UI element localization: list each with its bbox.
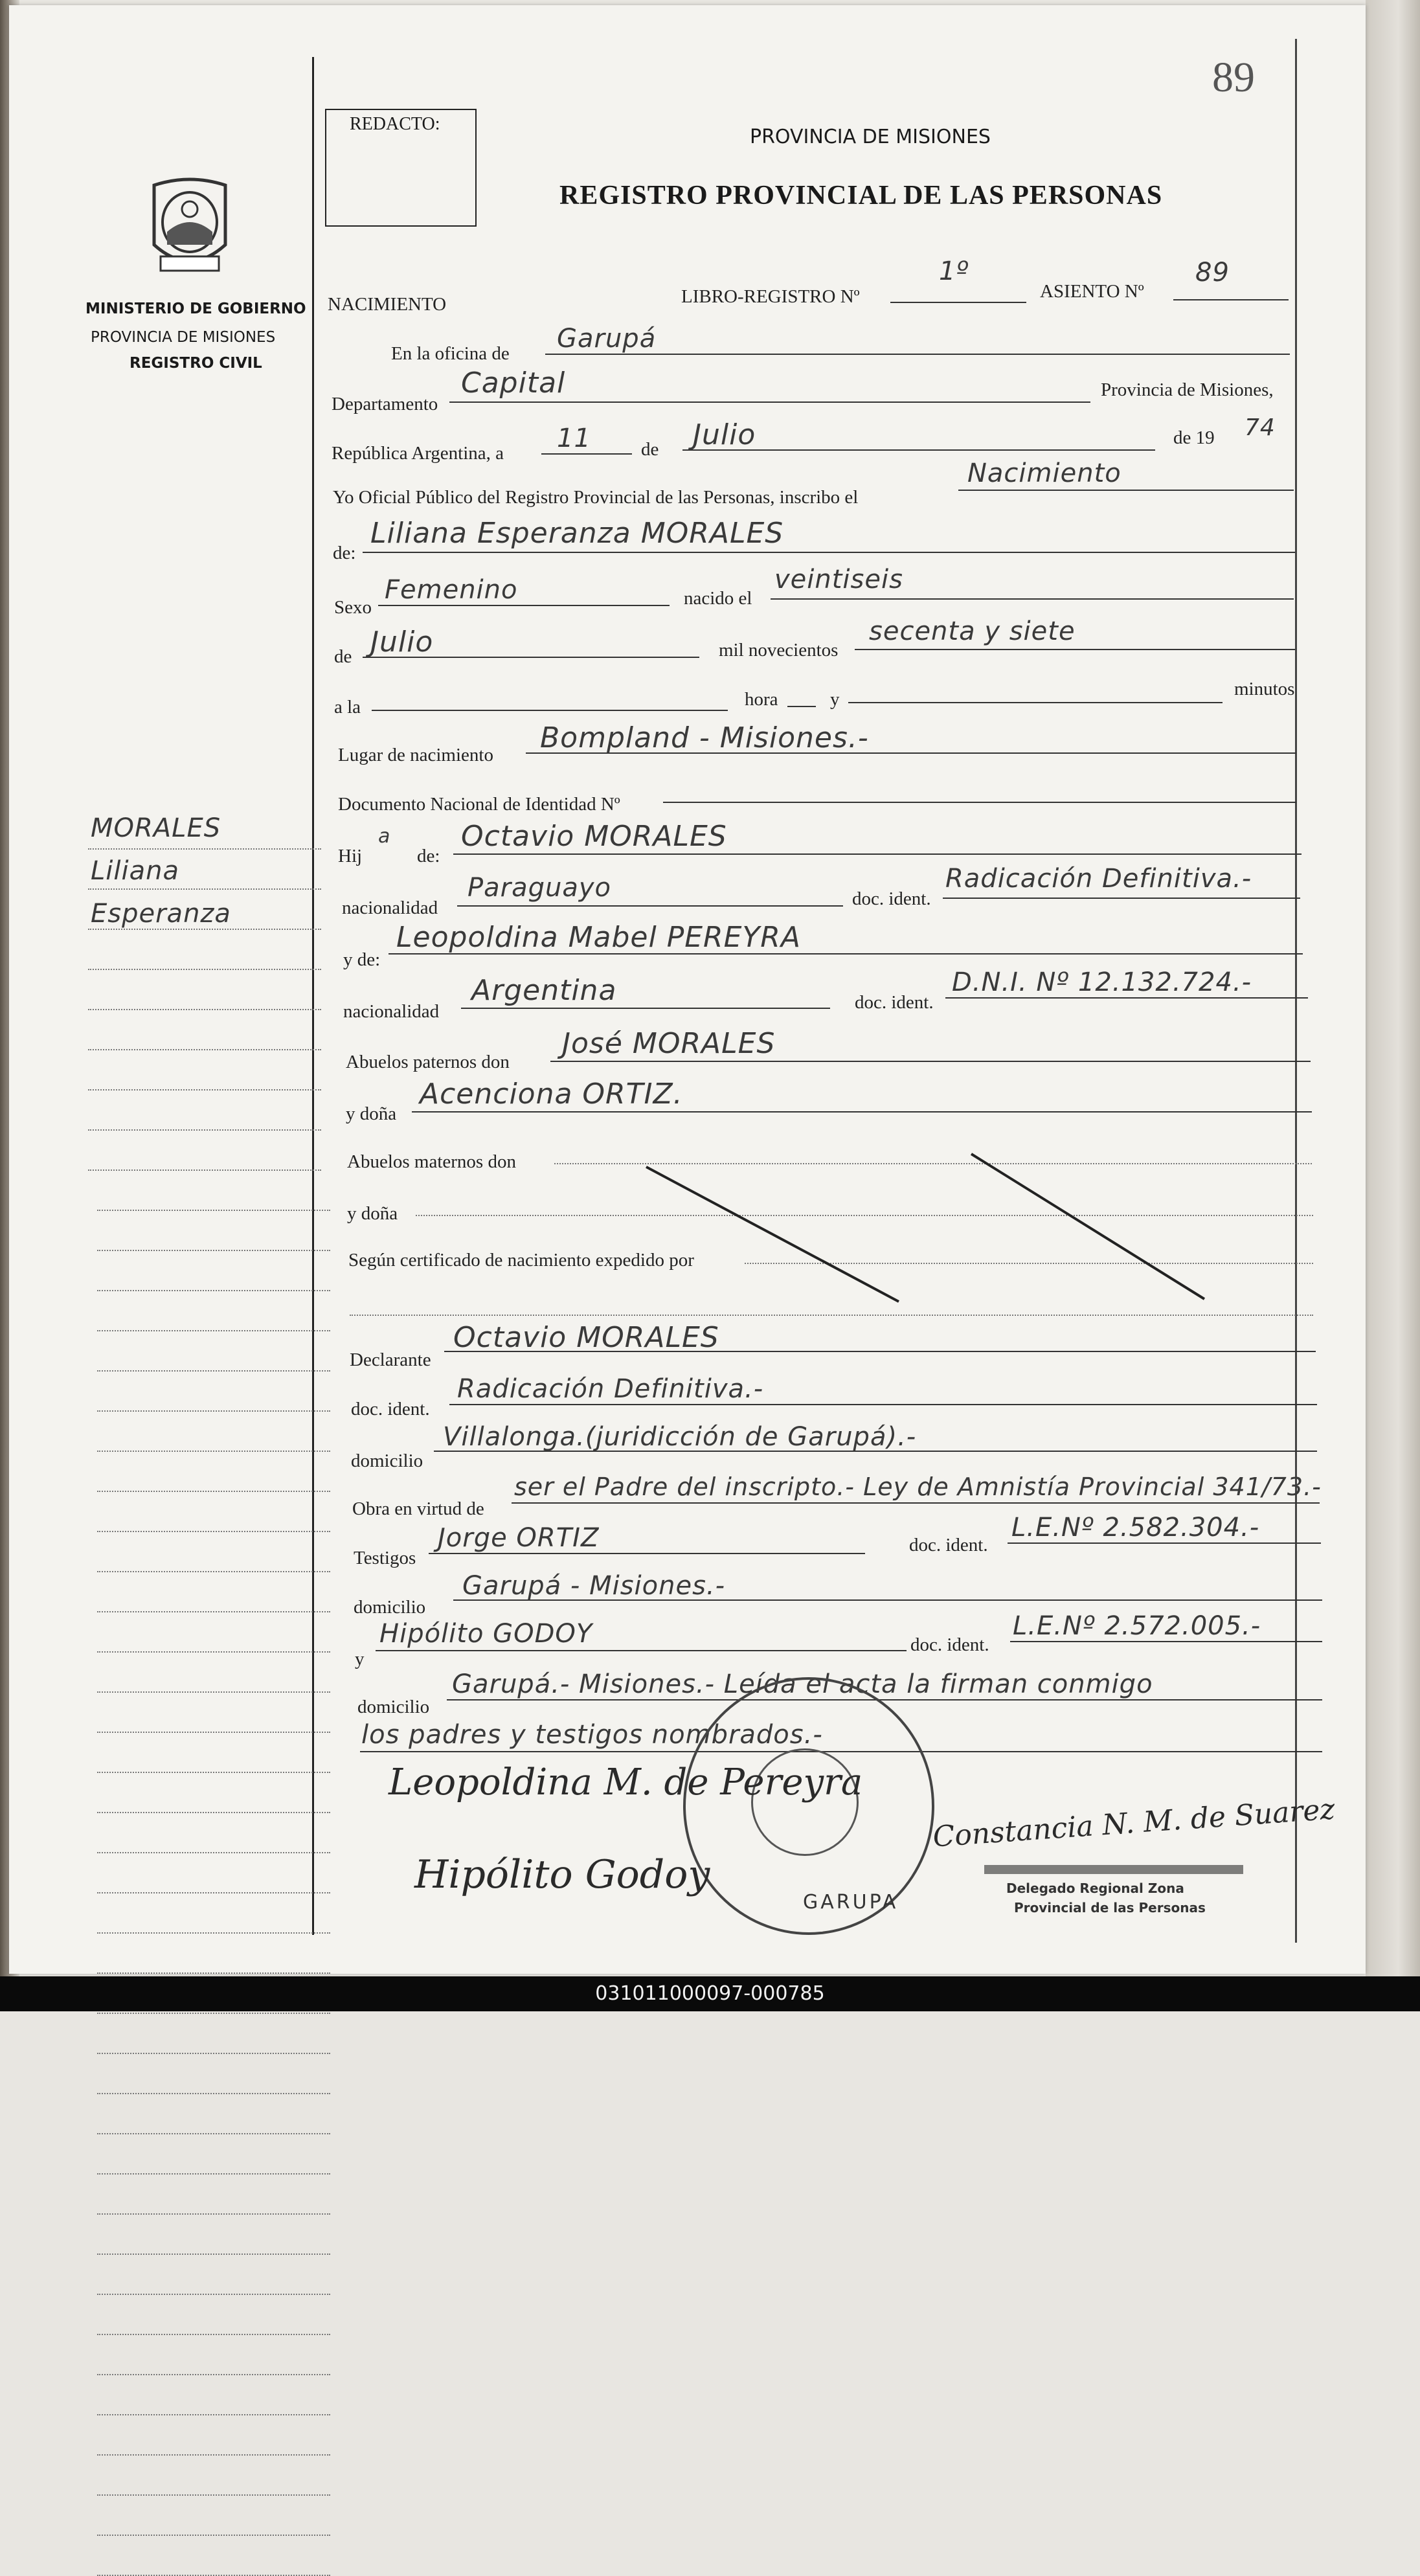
padre-nacionalidad-label: nacionalidad [342, 898, 438, 918]
testigo1-line [429, 1553, 865, 1554]
sexo-value: Femenino [385, 575, 518, 605]
margin-dotted-line [88, 1169, 321, 1171]
redacto-box [325, 109, 477, 227]
margin-dotted-line [97, 1210, 330, 1211]
hij-suffix: a [378, 825, 391, 848]
padre-value: Octavio MORALES [461, 820, 727, 853]
declarante-label: Declarante [350, 1350, 431, 1370]
mes-line [682, 449, 1155, 451]
margin-dotted-line [97, 2173, 330, 2175]
testigo1-value: Jorge ORTIZ [438, 1523, 600, 1553]
a-la-label: a la [334, 697, 361, 717]
margin-dotted-line [97, 1972, 330, 1974]
abuelos-maternos-label: Abuelos maternos don [347, 1151, 516, 1172]
testigo2-domicilio-value: Garupá.- Misiones.- Leída el acta la firman conmigo [452, 1669, 1153, 1699]
margin-dotted-line [97, 1651, 330, 1653]
date-de-label: de [641, 439, 659, 460]
margin-dotted-line [97, 2294, 330, 2295]
mes-nac-label: de [334, 646, 352, 667]
abuela-paterna-line [412, 1111, 1312, 1113]
anio-nac-line [855, 649, 1295, 650]
madre-nacionalidad-label: nacionalidad [343, 1001, 440, 1022]
margin-rule [312, 57, 314, 1935]
departamento-label: Departamento [332, 394, 438, 414]
minutos-label: minutos [1234, 679, 1295, 699]
margin-dotted-line [97, 1691, 330, 1693]
margin-dotted-line [88, 1049, 321, 1050]
padre-doc-value: Radicación Definitiva.- [945, 864, 1252, 894]
obra-value: ser el Padre del inscripto.- Ley de Amnistía Provincial 341/73.- [514, 1473, 1322, 1501]
header-province: PROVINCIA DE MISIONES [750, 126, 991, 148]
testigo1-domicilio-label: domicilio [354, 1597, 426, 1618]
seal-text: GARUPA [803, 1891, 899, 1914]
margin-dotted-line [97, 2254, 330, 2255]
testigo2-value: Hipólito GODOY [379, 1619, 593, 1649]
stamp-bar [984, 1865, 1243, 1874]
hora-label: hora [745, 689, 778, 710]
footer-id: 031011000097-000785 [0, 1976, 1420, 2011]
declarante-doc-label: doc. ident. [351, 1399, 430, 1419]
signature-2: Hipólito Godoy [414, 1852, 710, 1897]
margin-dotted-line [97, 2454, 330, 2456]
testigo2-domicilio-label: domicilio [357, 1697, 430, 1717]
padre-nacionalidad-line [457, 905, 843, 907]
redacto-label: REDACTO: [350, 114, 440, 134]
margin-dotted-line [97, 2535, 330, 2536]
page-title: REGISTRO PROVINCIAL DE LAS PERSONAS [559, 181, 1163, 210]
declarante-domicilio-label: domicilio [351, 1451, 423, 1471]
nombre-de-label: de: [333, 543, 356, 563]
sexo-label: Sexo [334, 597, 372, 618]
madre-nacionalidad-line [461, 1008, 830, 1009]
coat-of-arms-icon [141, 174, 238, 282]
inscribo-value: Nacimiento [967, 458, 1121, 488]
madre-doc-line [945, 997, 1308, 999]
padre-line [453, 853, 1302, 855]
margin-dotted-line [97, 1571, 330, 1572]
margin-surname: MORALES [91, 813, 221, 843]
nombre-value: Liliana Esperanza MORALES [370, 517, 784, 550]
record-type: NACIMIENTO [328, 294, 447, 315]
padre-doc-label: doc. ident. [852, 888, 931, 909]
nombre-line [363, 552, 1295, 553]
madre-label: y de: [343, 949, 381, 970]
margin-first-name: Liliana [91, 856, 179, 886]
page-number: 89 [1212, 54, 1255, 101]
declarante-doc-line [449, 1404, 1317, 1405]
mes-value: Julio [693, 418, 756, 451]
margin-dotted-line [97, 1812, 330, 1813]
testigo2-doc-line [1010, 1641, 1322, 1642]
asiento-label: ASIENTO Nº [1040, 281, 1144, 302]
hora-value-line [787, 706, 816, 707]
margin-dotted-line [97, 1892, 330, 1893]
margin-dotted-line [97, 2013, 330, 2014]
margin-dotted-line [97, 2494, 330, 2496]
hij-label: Hij [338, 846, 363, 866]
right-rule [1295, 39, 1297, 1943]
margin-dotted-line [97, 2334, 330, 2335]
testigo2-y-label: y [355, 1649, 365, 1669]
hora-line [372, 710, 728, 711]
margin-dotted-line [88, 888, 321, 890]
provincia-misiones-label: Provincia de Misiones, [1101, 379, 1274, 400]
declarante-value: Octavio MORALES [453, 1321, 719, 1354]
testigos-label: Testigos [354, 1548, 416, 1568]
nacido-el-label: nacido el [684, 588, 752, 609]
registry-label: REGISTRO CIVIL [130, 355, 262, 372]
departamento-line [449, 401, 1090, 403]
abuela-materna-label: y doña [347, 1203, 398, 1224]
segun-certificado-line-2 [350, 1315, 1313, 1316]
madre-doc-label: doc. ident. [855, 992, 934, 1013]
declarante-domicilio-line [434, 1451, 1317, 1452]
testigo2-line [376, 1650, 907, 1651]
margin-dotted-line [97, 1491, 330, 1492]
margin-dotted-line [97, 1772, 330, 1773]
abuelo-paterno-value: José MORALES [562, 1027, 776, 1060]
oficina-label: En la oficina de [391, 343, 510, 364]
nacido-el-value: veintiseis [774, 565, 903, 594]
anio-value: 74 [1245, 414, 1276, 441]
testigo2-doc-value: L.E.Nº 2.572.005.- [1013, 1611, 1261, 1641]
margin-dotted-line [88, 929, 321, 930]
cierre-value: los padres y testigos nombrados.- [361, 1720, 823, 1750]
testigo1-doc-line [1008, 1542, 1321, 1544]
nacido-el-line [771, 598, 1294, 600]
testigo2-domicilio-line [447, 1699, 1322, 1700]
signature-1: Leopoldina M. de Pereyra [389, 1761, 863, 1803]
y-label: y [830, 689, 840, 710]
asiento-line [1173, 299, 1289, 300]
abuela-paterna-value: Acenciona ORTIZ. [420, 1078, 683, 1111]
declarante-domicilio-value: Villalonga.(juridicción de Garupá).- [443, 1422, 917, 1452]
province-label: PROVINCIA DE MISIONES [91, 329, 276, 346]
anio-label: de 19 [1173, 427, 1215, 448]
margin-dotted-line [97, 1531, 330, 1532]
libro-line [890, 302, 1026, 303]
signature-3: Constancia N. M. de Suarez [931, 1792, 1336, 1854]
cancel-strokes [635, 1153, 1217, 1308]
margin-dotted-line [97, 2374, 330, 2375]
margin-dotted-line [88, 969, 321, 970]
obra-label: Obra en virtud de [352, 1498, 484, 1519]
margin-dotted-line [88, 848, 321, 850]
margin-dotted-line [97, 1370, 330, 1372]
margin-dotted-line [97, 1932, 330, 1934]
madre-value: Leopoldina Mabel PEREYRA [396, 921, 801, 954]
testigo1-doc-value: L.E.Nº 2.582.304.- [1011, 1513, 1260, 1542]
stamp-line-1: Delegado Regional Zona [1006, 1881, 1184, 1896]
margin-dotted-line [97, 1732, 330, 1733]
asiento-value: 89 [1195, 258, 1230, 288]
republica-label: República Argentina, a [332, 443, 504, 464]
madre-doc-value: D.N.I. Nº 12.132.724.- [952, 967, 1252, 997]
margin-dotted-line [97, 2133, 330, 2134]
testigo1-doc-label: doc. ident. [909, 1535, 988, 1555]
lugar-line [526, 752, 1296, 754]
margin-dotted-line [97, 2053, 330, 2054]
margin-dotted-line [97, 1852, 330, 1853]
margin-dotted-line [97, 1451, 330, 1452]
abuela-paterna-label: y doña [346, 1103, 397, 1124]
page-stack-edge [1366, 0, 1420, 1982]
dia-line [541, 453, 632, 455]
dia-value: 11 [557, 424, 591, 453]
margin-dotted-line [97, 1290, 330, 1291]
abuelo-paterno-line [550, 1061, 1311, 1062]
mil-novecientos-label: mil novecientos [719, 640, 839, 661]
stamp-line-2: Provincial de las Personas [1014, 1900, 1206, 1915]
margin-dotted-line [97, 2414, 330, 2415]
inscribo-line [958, 490, 1294, 491]
libro-label: LIBRO-REGISTRO Nº [681, 286, 860, 307]
oficina-line [545, 354, 1290, 355]
margin-middle-name: Esperanza [91, 899, 231, 929]
padre-nacionalidad-value: Paraguayo [468, 873, 611, 903]
margin-dotted-line [97, 2213, 330, 2215]
madre-line [389, 953, 1303, 955]
margin-dotted-line [88, 1129, 321, 1131]
margin-dotted-line [97, 2093, 330, 2094]
hij-de-label: de: [417, 846, 440, 866]
testigo1-domicilio-value: Garupá - Misiones.- [462, 1571, 726, 1601]
sexo-line [378, 605, 670, 606]
lugar-value: Bompland - Misiones.- [540, 721, 869, 754]
libro-value: 1º [939, 256, 969, 286]
anio-nac-value: secenta y siete [869, 616, 1076, 646]
documento-line [663, 802, 1296, 803]
ministry-label: MINISTERIO DE GOBIERNO [85, 300, 306, 317]
margin-dotted-line [97, 1611, 330, 1612]
declarante-doc-value: Radicación Definitiva.- [457, 1374, 764, 1404]
abuelos-paternos-label: Abuelos paternos don [346, 1052, 510, 1072]
departamento-value: Capital [461, 367, 566, 400]
mes-nac-line [363, 657, 699, 658]
testigo2-doc-label: doc. ident. [910, 1634, 989, 1655]
mes-nac-value: Julio [370, 626, 434, 659]
yo-oficial-label: Yo Oficial Público del Registro Provincial de las Personas, inscribo el [333, 487, 859, 508]
minutos-line [848, 702, 1223, 703]
oficina-value: Garupá [557, 324, 657, 354]
segun-certificado-label: Según certificado de nacimiento expedido por [348, 1250, 694, 1271]
margin-dotted-line [97, 1330, 330, 1331]
margin-dotted-line [88, 1009, 321, 1010]
testigo1-domicilio-line [453, 1599, 1322, 1601]
madre-nacionalidad-value: Argentina [471, 974, 617, 1007]
obra-line [512, 1502, 1320, 1504]
documento-label: Documento Nacional de Identidad Nº [338, 794, 620, 815]
declarante-line [444, 1351, 1316, 1352]
margin-dotted-line [88, 1089, 321, 1090]
margin-dotted-line [97, 1250, 330, 1251]
lugar-label: Lugar de nacimiento [338, 745, 493, 765]
padre-doc-line [943, 898, 1300, 899]
margin-dotted-line [97, 1410, 330, 1412]
